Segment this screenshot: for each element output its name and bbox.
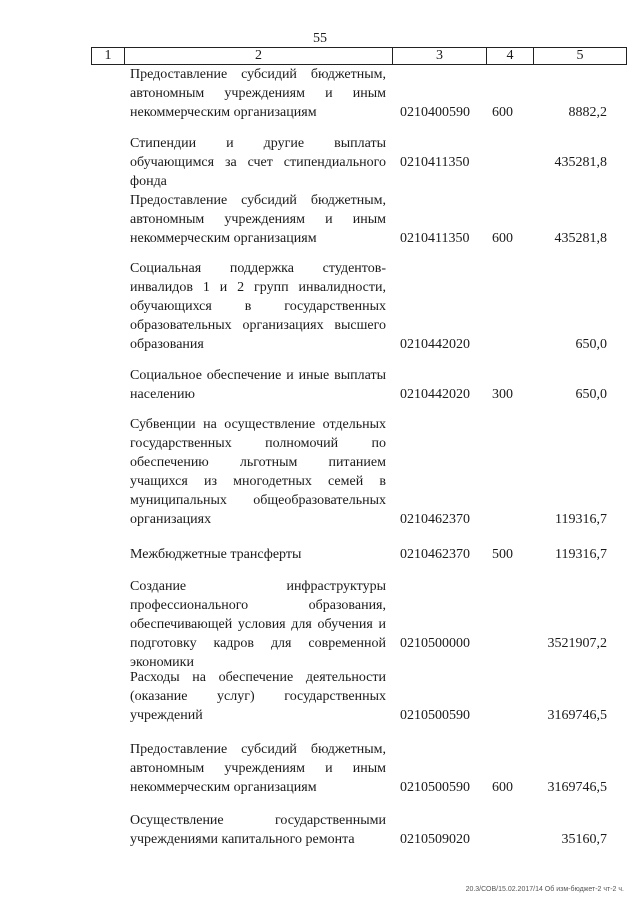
row-name: Предоставление субсидий бюджетным, автономным учреждениям и иным некоммерческим организациям xyxy=(130,67,386,120)
row-type: 600 xyxy=(492,231,513,246)
row-sum: 650,0 xyxy=(575,337,607,352)
table-row xyxy=(0,366,640,404)
table-row xyxy=(0,811,640,849)
row-name: Расходы на обеспечение деятельности (оказание услуг) государственных учреждений xyxy=(130,670,386,723)
row-name: Субвенции на осуществление отдельных государственных полномочий по обеспечению льготным питанием учащихся из многодетных семей в муниципальных общеобразовательных организациях xyxy=(130,417,386,527)
table-row xyxy=(0,259,640,354)
row-code: 0210500000 xyxy=(400,636,470,651)
page-number: 55 xyxy=(313,31,327,46)
row-name: Осуществление государственными учреждениями капитального ремонта xyxy=(130,813,386,847)
table-header xyxy=(91,47,627,65)
column-header-1: 1 xyxy=(91,48,124,64)
row-type: 500 xyxy=(492,547,513,562)
column-header-2: 2 xyxy=(124,48,392,64)
row-sum: 3169746,5 xyxy=(547,708,607,723)
row-sum: 435281,8 xyxy=(554,155,607,170)
table-row xyxy=(0,740,640,797)
table-row xyxy=(0,545,640,564)
row-name: Предоставление субсидий бюджетным, автономным учреждениям и иным некоммерческим организациям xyxy=(130,193,386,246)
document-footer: 20.3/СОВ/15.02.2017/14 Об изм-бюджет-2 чт-2 ч. xyxy=(465,886,624,893)
row-code: 0210500590 xyxy=(400,780,470,795)
row-sum: 119316,7 xyxy=(555,512,607,527)
table-row xyxy=(0,65,640,122)
row-type: 600 xyxy=(492,780,513,795)
row-sum: 8882,2 xyxy=(568,105,607,120)
table-row xyxy=(0,191,640,248)
row-sum: 435281,8 xyxy=(554,231,607,246)
column-header-5: 5 xyxy=(533,48,627,64)
row-name: Создание инфраструктуры профессионального образования, обеспечивающей условия для обучения и подготовку кадров для современной экономики xyxy=(130,579,386,670)
row-code: 0210509020 xyxy=(400,832,470,847)
row-code: 0210411350 xyxy=(400,155,470,170)
row-code: 0210462370 xyxy=(400,547,470,562)
column-header-3: 3 xyxy=(392,48,486,64)
row-code: 0210400590 xyxy=(400,105,470,120)
row-name: Социальное обеспечение и иные выплаты населению xyxy=(130,368,386,402)
row-code: 0210500590 xyxy=(400,708,470,723)
row-code: 0210442020 xyxy=(400,337,470,352)
row-name: Межбюджетные трансферты xyxy=(130,547,302,562)
row-name: Стипендии и другие выплаты обучающимся за счет стипендиального фонда xyxy=(130,136,386,189)
table-row xyxy=(0,134,640,189)
table-row xyxy=(0,415,640,529)
row-sum: 650,0 xyxy=(575,387,607,402)
row-code: 0210411350 xyxy=(400,231,470,246)
table-row xyxy=(0,668,640,725)
row-sum: 119316,7 xyxy=(555,547,607,562)
row-sum: 3169746,5 xyxy=(547,780,607,795)
row-sum: 35160,7 xyxy=(561,832,607,847)
row-name: Предоставление субсидий бюджетным, автономным учреждениям и иным некоммерческим организациям xyxy=(130,742,386,795)
row-code: 0210442020 xyxy=(400,387,470,402)
table-row xyxy=(0,577,640,670)
row-type: 300 xyxy=(492,387,513,402)
row-name: Социальная поддержка студентов-инвалидов 1 и 2 групп инвалидности, обучающихся в государственных образовательных организациях высшего образования xyxy=(130,261,386,352)
row-sum: 3521907,2 xyxy=(547,636,607,651)
row-type: 600 xyxy=(492,105,513,120)
column-header-4: 4 xyxy=(486,48,533,64)
row-code: 0210462370 xyxy=(400,512,470,527)
